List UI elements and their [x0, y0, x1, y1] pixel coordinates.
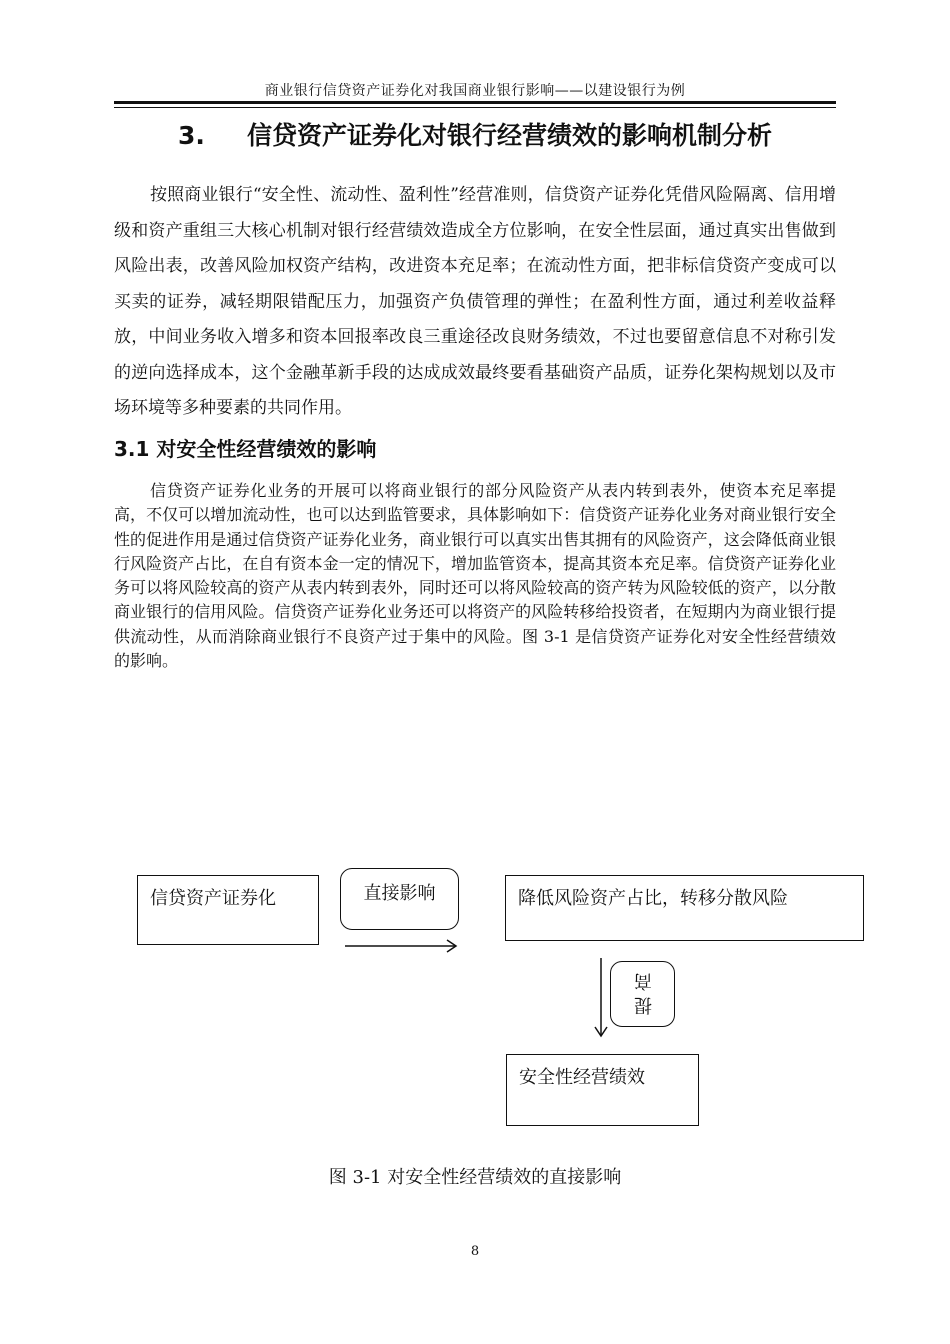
section-title: 3.1 对安全性经营绩效的影响	[114, 437, 377, 461]
intro-paragraph: 按照商业银行“安全性、流动性、盈利性”经营准则，信贷资产证券化凭借风险隔离、信用增级和资产重组三大核心机制对银行经营绩效造成全方位影响，在安全性层面，通过真实出售做到风险出表，改善风险加权资产结构，改进资本充足率；在流动性方面，把非标信贷资产变成可以买卖的证券，减轻期限错配压力，加强资产负债管理的弹性；在盈利性方面，通过利差收益释放，中间业务收入增多和资本回报率改良三重途径改良财务绩效，不过也要留意信息不对称引发的逆向选择成本，这个金融革新手段的达成成效最终要看基础资产品质，证券化架构规划以及市场环境等多种要素的共同作用。	[114, 185, 836, 418]
page-number: 8	[470, 1244, 480, 1259]
running-header: 商业银行信贷资产证券化对我国商业银行影响——以建设银行为例	[264, 83, 686, 99]
diagram-result-label: 安全性经营绩效	[519, 1067, 645, 1088]
diagram-source-label: 信贷资产证券化	[150, 888, 276, 909]
figure-caption: 图 3-1 对安全性经营绩效的直接影响	[328, 1167, 622, 1188]
diagram-raise-label: 提高	[633, 970, 652, 1015]
direct-arrow	[345, 940, 456, 952]
diagram-direct-label: 直接影响	[363, 883, 436, 904]
chapter-number: 3.	[178, 121, 205, 150]
section-paragraph: 信贷资产证券化业务的开展可以将商业银行的部分风险资产从表内转到表外，使资本充足率提高，不仅可以增加流动性，也可以达到监管要求，具体影响如下：信贷资产证券化业务对商业银行安全性的促进作用是通过信贷资产证券化业务，商业银行可以真实出售其拥有的风险资产，这会降低商业银行风险资产占比，在自有资本金一定的情况下，增加监管资本，提高其资本充足率。信贷资产证券化业务可以将风险较高的资产从表内转到表外，同时还可以将风险较高的资产转为风险较低的资产，以分散商业银行的信用风险。信贷资产证券化业务还可以将资产的风险转移给投资者，在短期内为商业银行提供流动性，从而消除商业银行不良资产过于集中的风险。图 3-1 是信贷资产证券化对安全性经营绩效的影响。	[114, 481, 836, 671]
diagram-effect-label: 降低风险资产占比，转移分散风险	[518, 888, 788, 909]
chapter-title-text: 信贷资产证券化对银行经营绩效的影响机制分析	[246, 121, 772, 150]
down-arrow	[595, 958, 607, 1036]
